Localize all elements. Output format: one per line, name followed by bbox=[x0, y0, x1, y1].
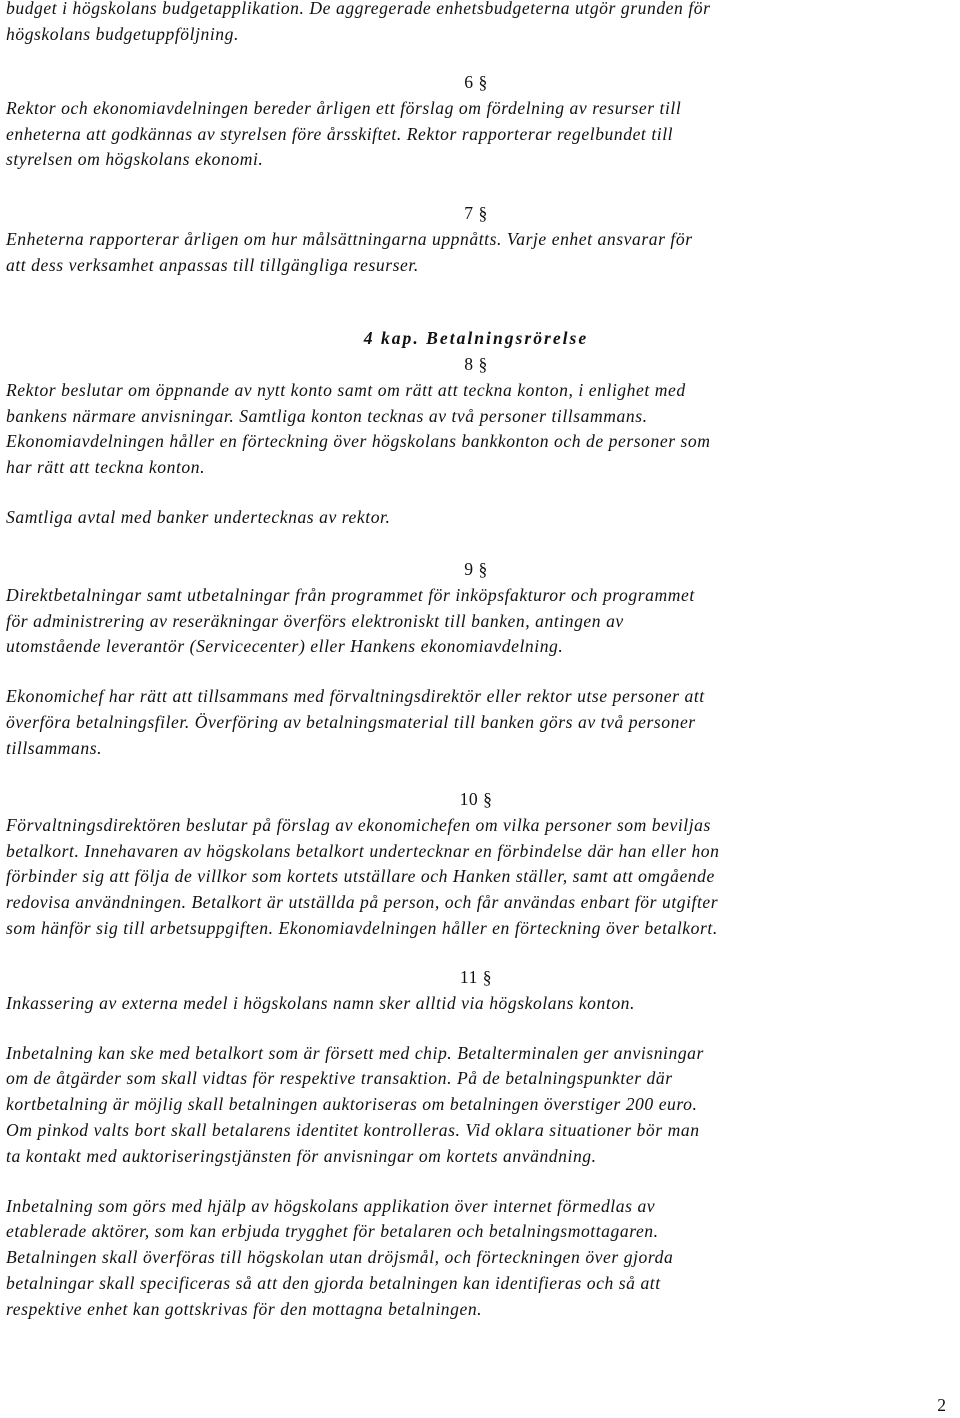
section-line: redovisa användningen. Betalkort är utställda på person, och får användas enbart för utgifter bbox=[6, 892, 719, 913]
section-line: ta kontakt med auktoriseringstjänsten för anvisningar om kortets användning. bbox=[6, 1145, 597, 1166]
section-line: Ekonomiavdelningen håller en förteckning över högskolans bankkonton och de personer som bbox=[6, 431, 711, 452]
section-line: Inbetalning kan ske med betalkort som är försett med chip. Betalterminalen ger anvisningar bbox=[6, 1042, 704, 1063]
section-line: om de åtgärder som skall vidtas för respektive transaktion. På de betalningspunkter där bbox=[6, 1068, 673, 1089]
section-line: Direktbetalningar samt utbetalningar från programmet för inköpsfakturor och programmet bbox=[6, 584, 695, 605]
section-line: Inbetalning som görs med hjälp av högskolans applikation över internet förmedlas av bbox=[6, 1195, 656, 1216]
section-line: bankens närmare anvisningar. Samtliga konton tecknas av två personer tillsammans. bbox=[6, 405, 648, 426]
chapter-4 bbox=[6, 326, 946, 352]
section-line: enheterna att godkännas av styrelsen före årsskiftet. Rektor rapporterar regelbundet till bbox=[6, 123, 674, 144]
section-line: etablerade aktörer, som kan erbjuda trygghet för betalaren och betalningsmottagaren. bbox=[6, 1221, 659, 1242]
section-line: Enheterna rapporterar årligen om hur målsättningarna uppnåtts. Varje enhet ansvarar för bbox=[6, 228, 693, 249]
section-line: Förvaltningsdirektören beslutar på förslag av ekonomichefen om vilka personer som beviljas bbox=[6, 814, 711, 835]
section-heading: 8 § bbox=[464, 354, 488, 374]
section-6 bbox=[6, 70, 946, 173]
intro-line: budget i högskolans budgetapplikation. De aggregerade enhetsbudgeterna utgör grunden för bbox=[6, 0, 711, 18]
intro-paragraph bbox=[6, 0, 711, 48]
section-line: Rektor beslutar om öppnande av nytt konto samt om rätt att teckna konton, i enlighet med bbox=[6, 379, 686, 400]
section-line: Om pinkod valts bort skall betalarens identitet kontrolleras. Vid oklara situationer bör man bbox=[6, 1119, 700, 1140]
section-9 bbox=[6, 557, 946, 762]
intro-line: högskolans budgetuppföljning. bbox=[6, 23, 239, 44]
section-line: respektive enhet kan gottskrivas för den mottagna betalningen. bbox=[6, 1298, 483, 1319]
section-heading: 10 § bbox=[459, 789, 493, 809]
section-line: har rätt att teckna konton. bbox=[6, 457, 206, 478]
section-line: som hänför sig till arbetsuppgiften. Ekonomiavdelningen håller en förteckning över betalkort. bbox=[6, 917, 718, 938]
section-heading: 11 § bbox=[459, 967, 493, 987]
section-heading: 7 § bbox=[464, 203, 488, 223]
section-line: utomstående leverantör (Servicecenter) eller Hankens ekonomiavdelning. bbox=[6, 636, 564, 657]
section-line: tillsammans. bbox=[6, 737, 103, 758]
section-line: kortbetalning är möjlig skall betalningen auktoriseras om betalningen överstiger 200 euro. bbox=[6, 1094, 698, 1115]
section-7 bbox=[6, 201, 946, 278]
section-line: överföra betalningsfiler. Överföring av betalningsmaterial till banken görs av två personer bbox=[6, 711, 696, 732]
section-line: förbinder sig att följa de villkor som kortets utställare och Hanken ställer, samt att omgående bbox=[6, 866, 715, 887]
section-line: betalkort. Innehavaren av högskolans betalkort undertecknar en förbindelse där han eller hon bbox=[6, 840, 720, 861]
section-paragraph: Samtliga avtal med banker undertecknas av rektor. bbox=[6, 506, 391, 527]
section-line: Rektor och ekonomiavdelningen bereder årligen ett förslag om fördelning av resurser till bbox=[6, 97, 682, 118]
section-line: styrelsen om högskolans ekonomi. bbox=[6, 149, 264, 170]
section-8 bbox=[6, 352, 946, 531]
section-10 bbox=[6, 787, 946, 942]
section-heading: 6 § bbox=[464, 72, 488, 92]
chapter-title: 4 kap. Betalningsrörelse bbox=[363, 328, 589, 348]
section-line: Betalningen skall överföras till högskolan utan dröjsmål, och förteckningen över gjorda bbox=[6, 1247, 674, 1268]
section-line: Ekonomichef har rätt att tillsammans med förvaltningsdirektör eller rektor utse personer att bbox=[6, 686, 705, 707]
section-11 bbox=[6, 965, 946, 1323]
section-line: för administrering av reseräkningar överförs elektroniskt till banken, antingen av bbox=[6, 610, 624, 631]
section-line: betalningar skall specificeras så att den gjorda betalningen kan identifieras och så att bbox=[6, 1272, 661, 1293]
section-heading: 9 § bbox=[464, 559, 488, 579]
section-line: att dess verksamhet anpassas till tillgängliga resurser. bbox=[6, 254, 419, 275]
page-number: 2 bbox=[937, 1395, 946, 1415]
section-paragraph: Inkassering av externa medel i högskolans namn sker alltid via högskolans konton. bbox=[6, 992, 635, 1013]
